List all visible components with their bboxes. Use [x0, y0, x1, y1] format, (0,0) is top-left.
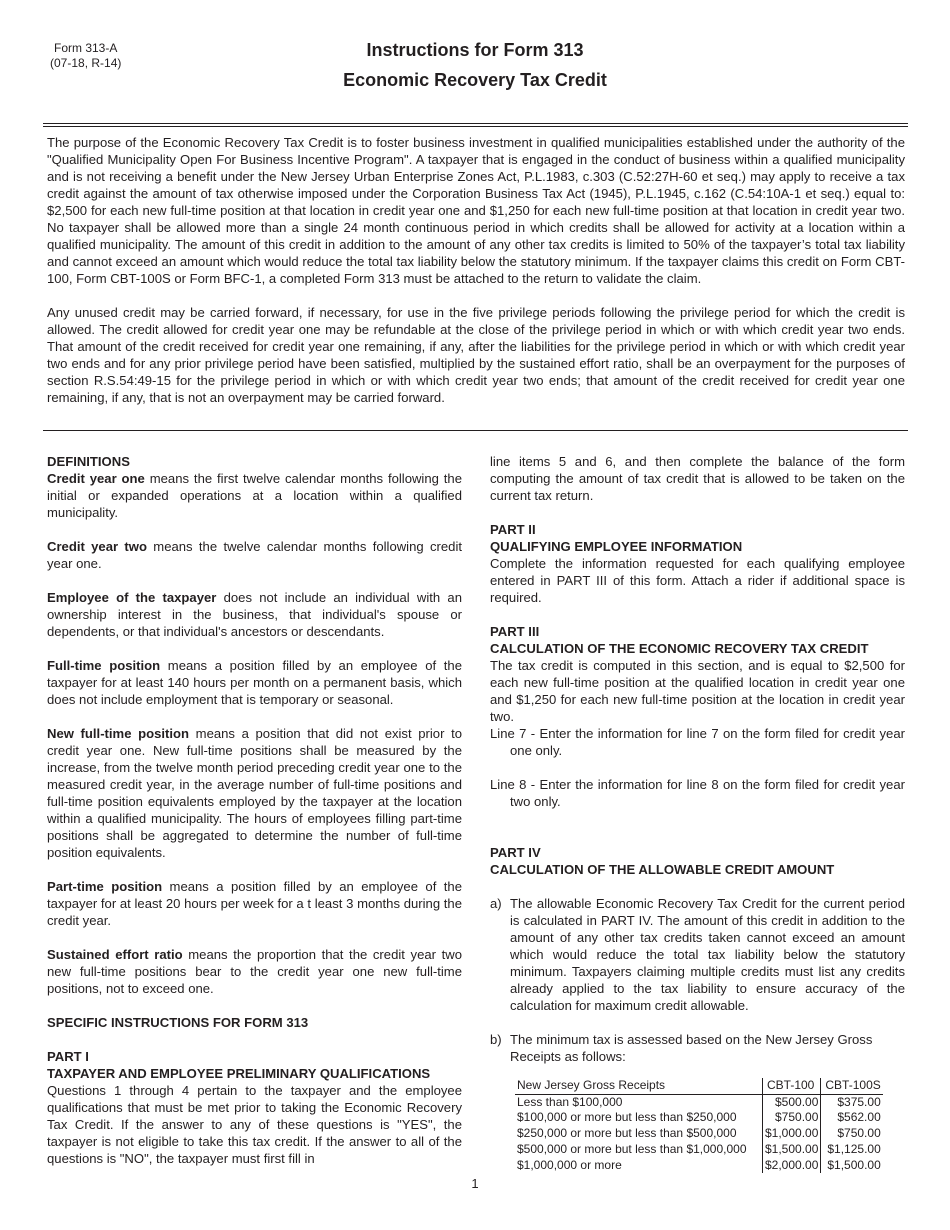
part2-text: Complete the information requested for each qualifying employee entered in PART III of this form. Attach a rider if additional space is required.	[490, 556, 905, 605]
table-row	[515, 1158, 883, 1174]
definition-text: does not include an individual with an ownership interest in the business, that individual's spouse or dependents, or that individual's ancestors or descendants.	[47, 590, 462, 639]
definition-new-full-time-position	[47, 725, 462, 861]
table-cell: $1,125.00	[821, 1142, 883, 1158]
column-header: New Jersey Gross Receipts	[515, 1078, 763, 1094]
header-double-rule	[43, 123, 908, 127]
column-header: CBT-100	[763, 1078, 821, 1094]
definition-part-time-position	[47, 878, 462, 929]
intro-section	[47, 134, 905, 423]
definition-text: means the twelve calendar months following credit year one.	[47, 539, 462, 571]
definition-text: means a position filled by an employee of the taxpayer for at least 140 hours per month on a permanent basis, which does not include employment that is temporary or seasonal.	[47, 658, 462, 707]
list-label: b)	[490, 1032, 502, 1047]
part1-text-continued: line items 5 and 6, and then complete the balance of the form computing the amount of tax credit that is allowed to be taken on the current tax return.	[490, 454, 905, 503]
part3-title: CALCULATION OF THE ECONOMIC RECOVERY TAX CREDIT	[490, 641, 869, 656]
definition-term: Part-time position	[47, 879, 163, 894]
specific-instructions-heading: SPECIFIC INSTRUCTIONS FOR FORM 313	[47, 1015, 309, 1030]
table-row	[515, 1142, 883, 1158]
list-label: a)	[490, 896, 502, 911]
definition-term: New full-time position	[47, 726, 190, 741]
part4-item-a	[490, 895, 905, 1014]
definition-term: Employee of the taxpayer	[47, 590, 217, 605]
table-cell: $2,000.00	[763, 1158, 821, 1174]
intro-paragraph-carryforward: Any unused credit may be carried forward, if necessary, for use in the five privilege periods following the privilege period for which the credit is allowed. The credit allowed for credit year one may be refundable at the close of the privilege period in which or with which credit year two ends. That amount of the credit received for credit year one remaining, if any, after the liabilities for the privilege period in which or with which credit year two ends and for any prior privilege period have been satisfied, multiplied by the sustained effort ratio, shall be an overpayment for the purposes of section R.S.54:49-15 for the privilege period in which or with which credit year two ends; that amount of the credit received for credit year one remaining, if any, that is not an overpayment may be carried forward.	[47, 305, 905, 405]
definition-text: means a position filled by an employee of the taxpayer for at least 20 hours per week for a t least 3 months during the credit year.	[47, 879, 462, 928]
part1-text: Questions 1 through 4 pertain to the taxpayer and the employee qualifications that must be met prior to taking the Economic Recovery Tax Credit. If the answer to any of these questions is "YES", the taxpayer is not eligible to take this tax credit. If the answer to all of the questions is "NO", the taxpayer must first fill in	[47, 1083, 462, 1166]
definition-term: Sustained effort ratio	[47, 947, 183, 962]
part4-label: PART IV	[490, 845, 541, 860]
part1-label: PART I	[47, 1049, 89, 1064]
definition-credit-year-two	[47, 538, 462, 572]
table-cell: $375.00	[821, 1094, 883, 1110]
intro-paragraph-purpose: The purpose of the Economic Recovery Tax Credit is to foster business investment in qualified municipalities established under the authority of the "Qualified Municipality Open For Business Incentive Program". A taxpayer that is engaged in the conduct of business within a qualified municipality and is not receiving a benefit under the New Jersey Urban Enterprise Zones Act, P.L.1983, c.303 (C.52:27H-60 et seq.) may apply to receive a tax credit against the amount of tax otherwise imposed under the Corporation Business Tax Act (1945), P.L.1945, c.162 (C.54:10A-1 et seq.) equal to: $2,500 for each new full-time position at that location in credit year one and $1,250 for each new full-time position at that location in credit year two. No taxpayer shall be allowed more than a single 24 month continuous period in which credits shall be allowed for activity at a location within a qualified municipality. The amount of this credit in addition to the amount of any other tax credits is limited to 50% of the taxpayer’s total tax liability and cannot exceed an amount which would reduce the total tax liability below the statutory minimum. If the taxpayer claims this credit on Form CBT-100, Form CBT-100S or Form BFC-1, a completed Form 313 must be attached to the return to validate the claim.	[47, 135, 905, 286]
table-cell: $750.00	[763, 1110, 821, 1126]
gross-receipts-table	[515, 1078, 883, 1173]
part2-label: PART II	[490, 522, 536, 537]
part4-title: CALCULATION OF THE ALLOWABLE CREDIT AMOUNT	[490, 862, 835, 877]
definition-text: means a position that did not exist prior to credit year one. New full-time positions shall be measured by the increase, from the twelve month period preceding credit year one to the measured credit year, in the average number of full-time positions and full-time position equivalents employed by the taxpayer at the location within a qualified municipality. The hours of employees filling part-time positions shall be aggregated to determine the number of full-time position equivalents.	[47, 726, 462, 860]
list-text: The allowable Economic Recovery Tax Credit for the current period is calculated in PART IV. The amount of this credit in addition to the amount of any other tax credits taken cannot exceed an amount which would reduce the total tax liability below the statutory minimum. Taxpayers claiming multiple credits must list any credits already applied to the tax liability to ensure accuracy of the calculation for maximum credit allowable.	[510, 896, 905, 1013]
definition-employee	[47, 589, 462, 640]
table-row	[515, 1110, 883, 1126]
definition-text: means the proportion that the credit year two new full-time positions bear to the credit year one new full-time positions, not to exceed one.	[47, 947, 462, 996]
section-divider	[43, 430, 908, 431]
table-header-row	[515, 1078, 883, 1094]
page-subtitle: Economic Recovery Tax Credit	[343, 70, 607, 90]
part3-line8: Line 8 - Enter the information for line 8 on the form filed for credit year two only.	[490, 777, 905, 809]
table-cell: $500,000 or more but less than $1,000,000	[517, 1141, 747, 1156]
table-row	[515, 1094, 883, 1110]
table-cell: $1,500.00	[763, 1142, 821, 1158]
left-column	[47, 453, 462, 1167]
page-number: 1	[471, 1176, 479, 1191]
definition-sustained-effort-ratio	[47, 946, 462, 997]
part2-title: QUALIFYING EMPLOYEE INFORMATION	[490, 539, 743, 554]
definitions-heading: DEFINITIONS	[47, 454, 130, 469]
list-text: The minimum tax is assessed based on the New Jersey Gross Receipts as follows:	[510, 1032, 873, 1064]
part3-line7: Line 7 - Enter the information for line 7 on the form filed for credit year one only.	[490, 726, 905, 758]
definition-text: means the first twelve calendar months following the initial or expanded operations at a location within a qualified municipality.	[47, 471, 462, 520]
form-number: Form 313-A	[54, 41, 118, 55]
right-column	[490, 453, 905, 1173]
table-cell: $1,000,000 or more	[517, 1157, 622, 1172]
table-row	[515, 1126, 883, 1142]
table-cell: $1,500.00	[821, 1158, 883, 1174]
table-cell: $250,000 or more but less than $500,000	[517, 1126, 737, 1141]
part4-item-b	[490, 1031, 905, 1065]
definition-full-time-position	[47, 657, 462, 708]
definition-term: Full-time position	[47, 658, 161, 673]
table-cell: $100,000 or more but less than $250,000	[517, 1110, 737, 1125]
table-cell: Less than $100,000	[517, 1094, 623, 1109]
table-cell: $750.00	[821, 1126, 883, 1142]
definition-term: Credit year one	[47, 471, 145, 486]
table-cell: $562.00	[821, 1110, 883, 1126]
form-revision: (07-18, R-14)	[50, 56, 122, 70]
definition-credit-year-one	[47, 470, 462, 521]
table-cell: $500.00	[763, 1094, 821, 1110]
page-title: Instructions for Form 313	[366, 40, 584, 60]
part3-label: PART III	[490, 624, 540, 639]
definition-term: Credit year two	[47, 539, 147, 554]
part1-title: TAXPAYER AND EMPLOYEE PRELIMINARY QUALIFICATIONS	[47, 1066, 431, 1081]
table-cell: $1,000.00	[763, 1126, 821, 1142]
column-header: CBT-100S	[821, 1078, 883, 1094]
part3-text: The tax credit is computed in this section, and is equal to $2,500 for each new full-time position at the qualified location in credit year one and $1,250 for each new full-time position at the location in credit year two.	[490, 658, 905, 724]
